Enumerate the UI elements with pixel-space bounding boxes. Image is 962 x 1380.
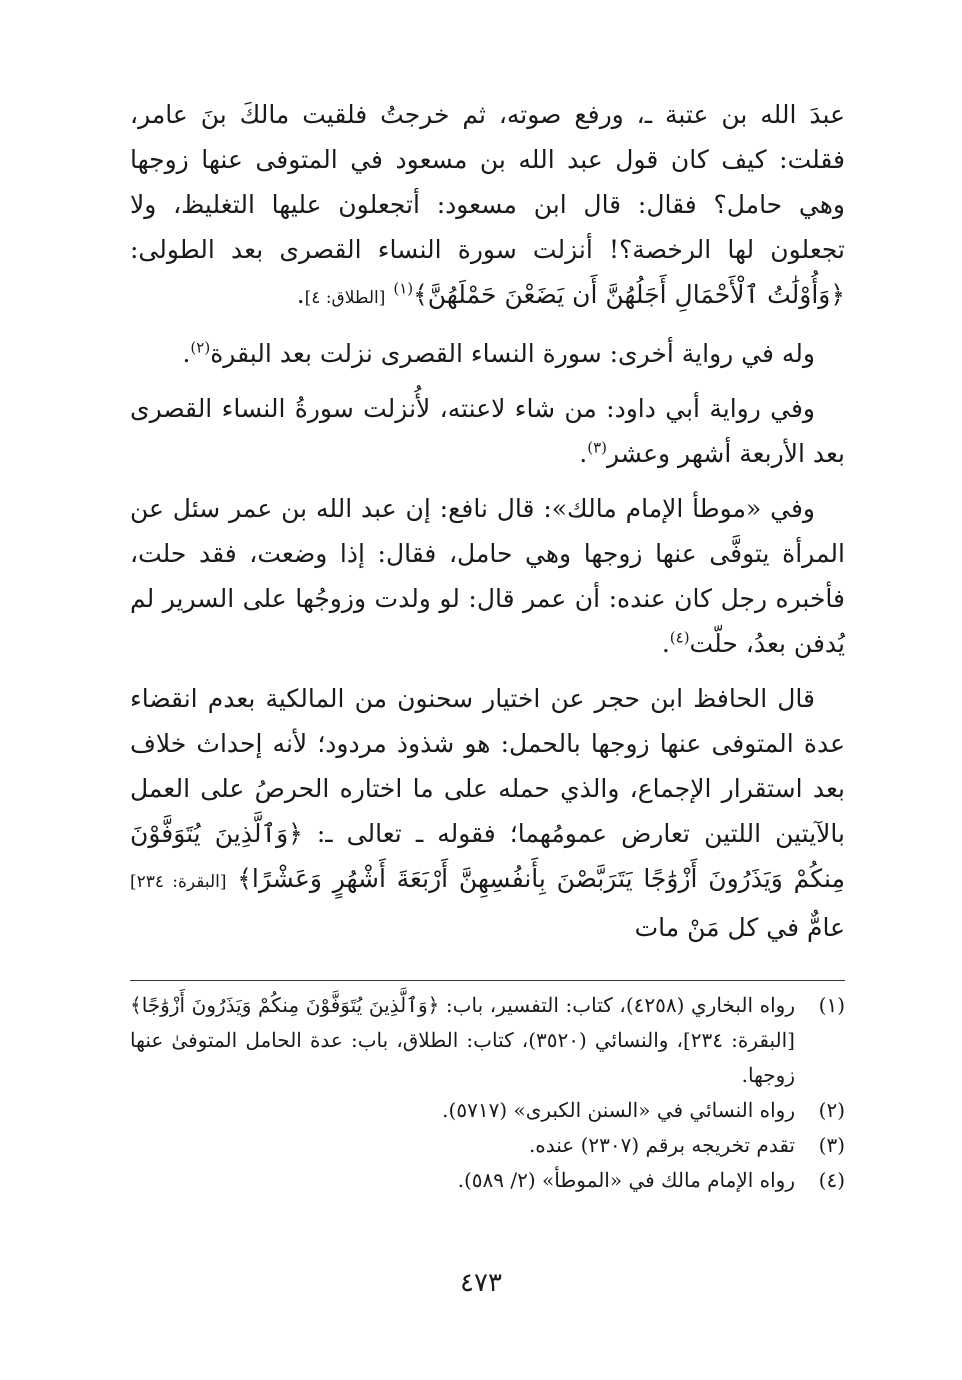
- footnote-text: تقدم تخريجه برقم (٢٣٠٧) عنده.: [528, 1133, 795, 1157]
- footnote-number: (٣): [818, 1133, 845, 1157]
- paragraph-5: [130, 676, 845, 950]
- footnote-number: (١): [818, 993, 845, 1017]
- footnote-text: رواه البخاري (٤٢٥٨)، كتاب: التفسير، باب: ﴿وَٱلَّذِينَ يُتَوَفَّوْنَ مِنكُمْ وَيَذَرُونَ أَزْوَٰجًا﴾ [البقرة: ٢٣٤]، والنسائي (٣٥٢٠)، كتاب: الطلاق، باب: عدة الحامل المتوفىٰ عنها زوجها.: [130, 993, 795, 1087]
- paragraph-text: وفي رواية أبي داود: من شاء لاعنته، لأُنزلت سورةُ النساء القصرى بعد الأربعة أشهر وعشر: [130, 394, 845, 468]
- paragraph-text: وله في رواية أخرى: سورة النساء القصرى نزلت بعد البقرة: [210, 339, 815, 368]
- paragraph-end: .: [182, 339, 191, 368]
- paragraph-1: [130, 92, 845, 321]
- paragraph-text: وفي «موطأ الإمام مالك»: قال نافع: إن عبد الله بن عمر سئل عن المرأة يتوفَّى عنها زوجها وهي حامل، فقال: إذا وضعت، فقد حلت، فأخبره رجل كان عنده: أن عمر قال: لو ولدت وزوجُها على السرير لم يُدفن بعدُ، حلّت: [130, 494, 845, 658]
- paragraph-2: [130, 331, 845, 376]
- paragraph-4: [130, 486, 845, 666]
- page-number: ٤٧٣: [460, 1268, 502, 1298]
- surah-reference: [الطلاق: ٤]: [304, 288, 386, 308]
- footnote-1: [130, 988, 845, 1093]
- footnote-ref[interactable]: (٤): [669, 628, 690, 647]
- footnote-text: رواه الإمام مالك في «الموطأ» (٢/ ٥٨٩).: [457, 1168, 795, 1192]
- footnote-2: [130, 1093, 845, 1128]
- footnotes: [130, 988, 845, 1198]
- footnote-3: [130, 1128, 845, 1163]
- quran-verse: ﴿وَأُوْلَٰتُ ٱلْأَحْمَالِ أَجَلُهُنَّ أَن يَضَعْنَ حَمْلَهُنَّ﴾: [413, 280, 845, 309]
- footnote-ref[interactable]: (٢): [190, 338, 211, 357]
- paragraph-end: .: [661, 629, 670, 658]
- paragraph-end: عامٌّ في كل مَنْ مات: [634, 913, 845, 942]
- footnote-4: [130, 1163, 845, 1198]
- paragraph-text: عبدَ الله بن عتبة ـ، ورفع صوته، ثم خرجتُ فلقيت مالكَ بنَ عامر، فقلت: كيف كان قول عبد الله بن مسعود في المتوفى عنها زوجها وهي حامل؟ فقال: قال ابن مسعود: أتجعلون عليها التغليظ، ولا تجعلون لها الرخصة؟! أنزلت سورة النساء القصرى بعد الطولى:: [130, 100, 845, 264]
- paragraph-3: [130, 386, 845, 476]
- footnote-number: (٤): [818, 1168, 845, 1192]
- footnote-ref[interactable]: (٣): [587, 438, 608, 457]
- main-text: [130, 92, 845, 960]
- footnote-divider: [130, 980, 845, 981]
- paragraph-end: .: [579, 439, 588, 468]
- paragraph-text: قال الحافظ ابن حجر عن اختيار سحنون من المالكية بعدم انقضاء عدة المتوفى عنها زوجها بالحمل: هو شذوذ مردود؛ لأنه إحداث خلاف بعد استقرار الإجماع، والذي حمله على ما اختاره الحرصُ على العمل بالآيتين اللتين تعارض عمومُهما؛ فقوله ـ تعالى ـ:: [130, 684, 846, 848]
- paragraph-end: .: [296, 280, 305, 309]
- footnote-ref[interactable]: (١): [393, 279, 414, 298]
- footnote-number: (٢): [818, 1098, 845, 1122]
- surah-reference: [البقرة: ٢٣٤]: [130, 872, 227, 892]
- footnote-text: رواه النسائي في «السنن الكبرى» (٥٧١٧).: [442, 1098, 795, 1122]
- quran-verse: ﴿وَٱلَّذِينَ يُتَوَفَّوْنَ مِنكُمْ وَيَذَرُونَ أَزْوَٰجًا يَتَرَبَّصْنَ بِأَنفُسِهِنَّ أَرْبَعَةَ أَشْهُرٍ وَعَشْرًا﴾: [130, 819, 845, 893]
